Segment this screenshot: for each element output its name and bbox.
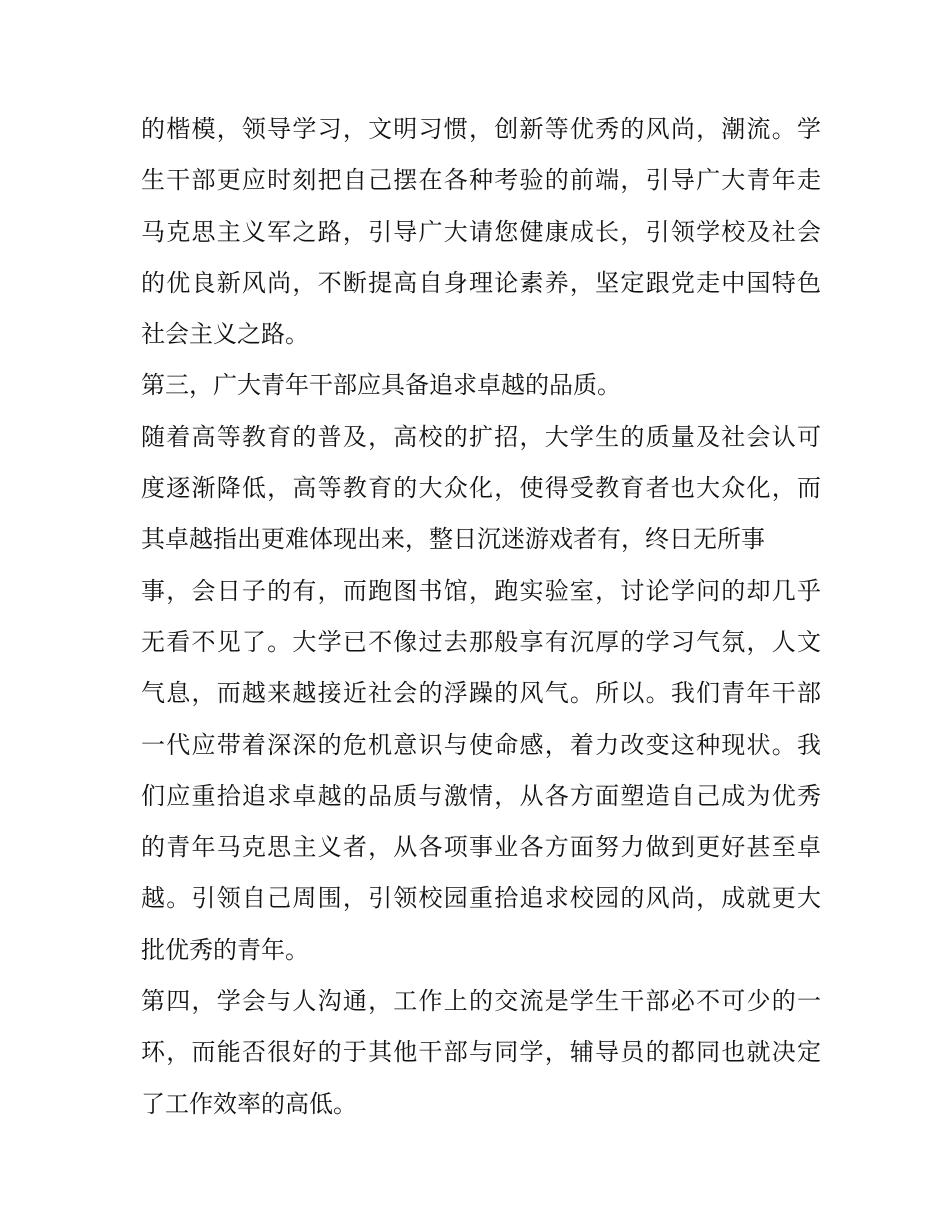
text-line: 们应重拾追求卓越的品质与激情，从各方面塑造自己成为优秀: [141, 781, 821, 810]
text-line: 批优秀的青年。: [141, 935, 309, 964]
text-line: 随着高等教育的普及，高校的扩招，大学生的质量及社会认可: [141, 422, 821, 451]
text-line: 的优良新风尚，不断提高自身理论素养，坚定跟党走中国特色: [141, 268, 821, 297]
text-line: 无看不见了。大学已不像过去那般享有沉厚的学习气氛，人文: [141, 627, 821, 656]
text-line: 气息，而越来越接近社会的浮躁的风气。所以。我们青年干部: [141, 679, 821, 708]
text-line: 环，而能否很好的于其他干部与同学，辅导员的都同也就决定: [141, 1038, 821, 1067]
text-line: 社会主义之路。: [141, 320, 309, 349]
text-line: 了工作效率的高低。: [141, 1089, 357, 1118]
text-line: 越。引领自己周围，引领校园重拾追求校园的风尚，成就更大: [141, 884, 821, 913]
text-line: 的楷模，领导学习，文明习惯，创新等优秀的风尚，潮流。学: [141, 115, 821, 143]
text-line: 事，会日子的有，而跑图书馆，跑实验室，讨论学问的却几乎: [141, 576, 821, 605]
text-line: 马克思主义军之路，引导广大请您健康成长，引领学校及社会: [141, 217, 821, 246]
text-line: 一代应带着深深的危机意识与使命感，着力改变这种现状。我: [141, 730, 821, 759]
section-heading: 第四，学会与人沟通，工作上的交流是学生干部必不可少的一: [141, 987, 821, 1016]
section-heading: 第三，广大青年干部应具备追求卓越的品质。: [141, 371, 621, 400]
text-line: 度逐渐降低，高等教育的大众化，使得受教育者也大众化，而: [141, 474, 821, 503]
text-line: 生干部更应时刻把自己摆在各种考验的前端，引导广大青年走: [141, 166, 821, 195]
text-line: 的青年马克思主义者，从各项事业各方面努力做到更好甚至卓: [141, 833, 821, 862]
document-body: [141, 104, 821, 1130]
text-line: 其卓越指出更难体现出来，整日沉迷游戏者有，终日无所事: [141, 525, 765, 554]
